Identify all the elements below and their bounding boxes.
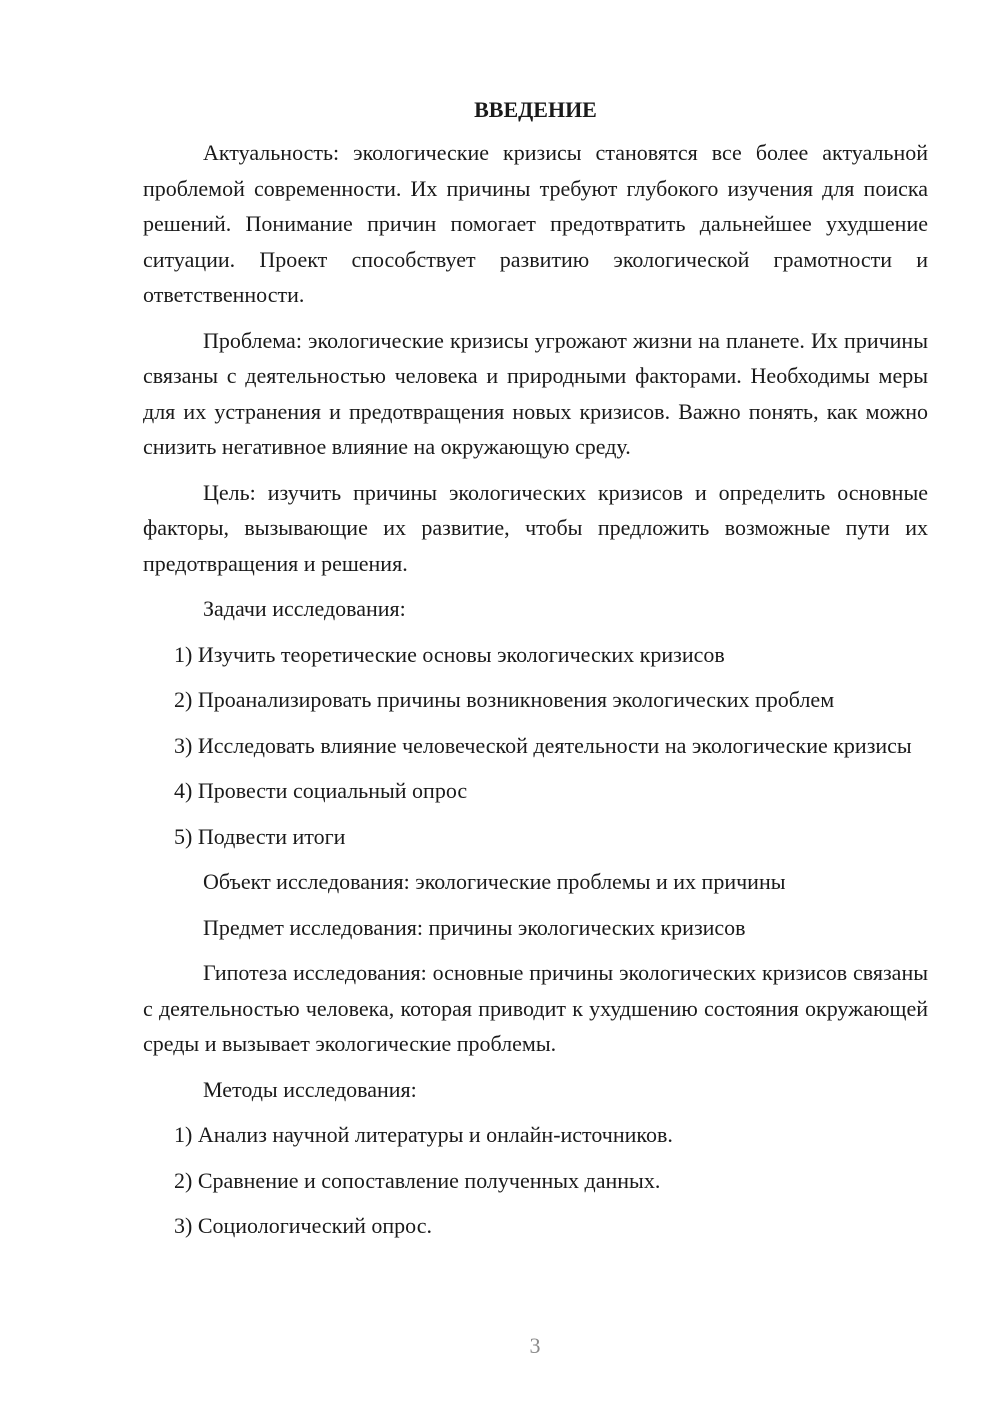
methods-heading: Методы исследования:: [203, 1076, 417, 1102]
tasks-heading: Задачи исследования:: [203, 596, 406, 621]
page-title: ВВЕДЕНИЕ: [474, 97, 597, 122]
task-item: 1) Изучить теоретические основы экологических кризисов: [174, 641, 725, 667]
hypothesis-paragraph: Гипотеза исследования: основные причины экологических кризисов связаны с деятельностью человека, которая приводит к ухудшению состояния окружающей среды и вызывает экологические проблемы.: [143, 960, 928, 1056]
research-object: Объект исследования: экологические проблемы и их причины: [203, 869, 786, 894]
page-number: 3: [529, 1333, 541, 1358]
research-subject: Предмет исследования: причины экологических кризисов: [203, 914, 746, 940]
task-item: 2) Проанализировать причины возникновения экологических проблем: [174, 687, 835, 712]
method-item: 1) Анализ научной литературы и онлайн-источников.: [174, 1122, 673, 1147]
task-item: 4) Провести социальный опрос: [174, 778, 468, 803]
method-item: 2) Сравнение и сопоставление полученных данных.: [174, 1167, 661, 1193]
method-item: 3) Социологический опрос.: [174, 1213, 432, 1238]
goal-paragraph: Цель: изучить причины экологических кризисов и определить основные факторы, вызывающие их развитие, чтобы предложить возможные пути их предотвращения и решения.: [143, 479, 928, 576]
relevance-paragraph: Актуальность: экологические кризисы становятся все более актуальной проблемой современности. Их причины требуют глубокого изучения для поиска решений. Понимание причин помогает предотвратить дальнейшее ухудшение ситуации. Проект способствует развитию экологической грамотности и ответственности.: [143, 140, 928, 307]
task-item: 3) Исследовать влияние человеческой деятельности на экологические кризисы: [174, 732, 912, 758]
problem-paragraph: Проблема: экологические кризисы угрожают жизни на планете. Их причины связаны с деятельностью человека и природными факторами. Необходимы меры для их устранения и предотвращения новых кризисов. Важно понять, как можно снизить негативное влияние на окружающую среду.: [143, 327, 928, 459]
document-body: [143, 93, 928, 1254]
task-item: 5) Подвести итоги: [174, 823, 346, 849]
